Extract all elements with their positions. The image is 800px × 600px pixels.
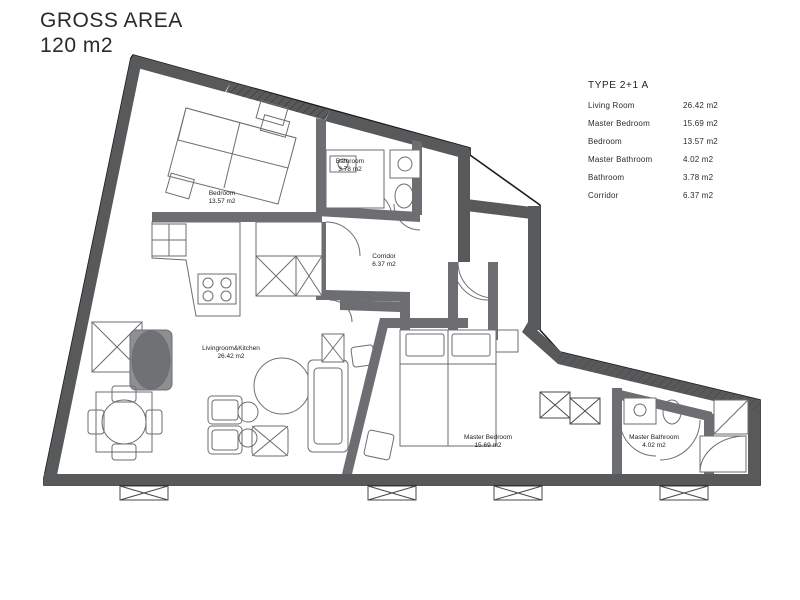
legend-row-master-bedroom — [588, 119, 753, 128]
legend-value: 15.69 m2 — [683, 119, 718, 128]
gross-area-heading: GROSS AREA — [40, 9, 183, 32]
legend-value: 26.42 m2 — [683, 101, 718, 110]
room-label-livingroom-kitchen: Livingroom&Kitchen 26.42 m2 — [202, 345, 260, 360]
legend-value: 3.78 m2 — [683, 173, 714, 182]
room-label-master-bedroom: Master Bedroom 15.69 m2 — [463, 434, 513, 449]
legend-label: Bathroom — [588, 173, 625, 182]
legend-row-living-room — [588, 101, 753, 110]
legend-label: Bedroom — [588, 137, 622, 146]
legend-panel — [588, 80, 753, 209]
room-label-bedroom: Bedroom 13.57 m2 — [208, 190, 236, 205]
legend-value: 13.57 m2 — [683, 137, 718, 146]
legend-value: 6.37 m2 — [683, 191, 714, 200]
room-label-bathroom: Bathroom 3.78 m2 — [335, 158, 365, 173]
legend-label: Corridor — [588, 191, 619, 200]
legend-title: TYPE 2+1 A — [588, 80, 649, 91]
room-label-master-bathroom: Master Bathroom 4.02 m2 — [629, 434, 679, 449]
legend-label: Master Bathroom — [588, 155, 653, 164]
legend-row-master-bathroom — [588, 155, 753, 164]
legend-label: Master Bedroom — [588, 119, 650, 128]
gross-area-value: 120 m2 — [40, 34, 114, 57]
legend-row-bedroom — [588, 137, 753, 146]
room-label-corridor: Corridor 6.37 m2 — [372, 253, 396, 268]
legend-row-bathroom — [588, 173, 753, 182]
legend-label: Living Room — [588, 101, 635, 110]
legend-row-corridor — [588, 191, 753, 200]
legend-value: 4.02 m2 — [683, 155, 714, 164]
